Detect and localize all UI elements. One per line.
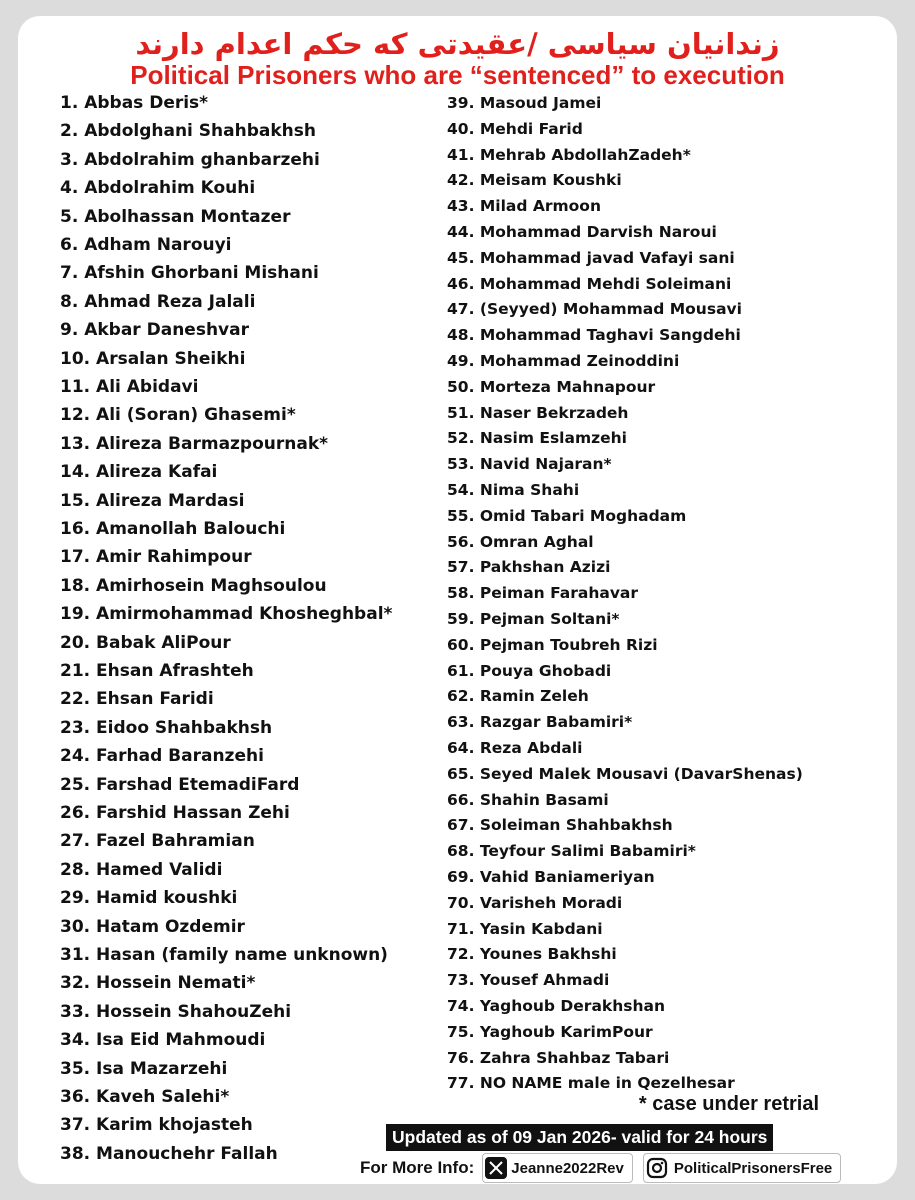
instagram-handle-link[interactable] — [643, 1153, 841, 1183]
prisoner-list-item: 13. Alireza Barmazpournak* — [60, 433, 329, 454]
prisoner-list-item: 63. Razgar Babamiri* — [447, 713, 633, 732]
prisoner-list-item: 18. Amirhosein Maghsoulou — [60, 575, 327, 596]
prisoner-list-item: 24. Farhad Baranzehi — [60, 746, 264, 767]
prisoner-list-item: 7. Afshin Ghorbani Mishani — [60, 263, 319, 284]
prisoner-list-item: 73. Yousef Ahmadi — [447, 971, 610, 990]
prisoner-list-item: 33. Hossein ShahouZehi — [60, 1001, 292, 1022]
prisoner-list-item: 54. Nima Shahi — [447, 481, 580, 499]
prisoner-list-item: 45. Mohammad javad Vafayi sani — [447, 248, 735, 267]
prisoner-list-item: 77. NO NAME male in Qezelhesar — [447, 1074, 735, 1093]
prisoner-list-item: 37. Karim khojasteh — [60, 1115, 253, 1136]
info-row — [360, 1154, 841, 1182]
updated-banner: Updated as of 09 Jan 2026- valid for 24 hours — [386, 1124, 773, 1151]
prisoner-list-item: 38. Manouchehr Fallah — [60, 1143, 278, 1164]
prisoner-list-item: 64. Reza Abdali — [447, 739, 583, 757]
prisoner-list-item: 49. Mohammad Zeinoddini — [447, 352, 680, 370]
prisoner-list-item: 41. Mehrab AbdollahZadeh* — [447, 145, 691, 164]
prisoner-list-item: 35. Isa Mazarzehi — [60, 1058, 228, 1079]
prisoner-list-item: 20. Babak AliPour — [60, 632, 231, 653]
prisoner-list-item: 59. Pejman Soltani* — [447, 610, 620, 628]
title-english: Political Prisoners who are “sentenced” to execution — [130, 60, 785, 90]
prisoner-list-item: 75. Yaghoub KarimPour — [447, 1022, 653, 1041]
prisoner-list-item: 26. Farshid Hassan Zehi — [60, 803, 290, 823]
prisoner-list-item: 68. Teyfour Salimi Babamiri* — [447, 842, 696, 861]
prisoner-list-item: 29. Hamid koushki — [60, 888, 238, 909]
prisoner-list-item: 61. Pouya Ghobadi — [447, 661, 612, 680]
prisoner-list-item: 46. Mohammad Mehdi Soleimani — [447, 274, 732, 293]
prisoner-list-item: 1. Abbas Deris* — [60, 93, 209, 113]
prisoner-list-item: 55. Omid Tabari Moghadam — [447, 506, 687, 525]
x-handle-link[interactable] — [482, 1153, 633, 1183]
prisoner-list-item: 51. Naser Bekrzadeh — [447, 403, 629, 422]
prisoner-list-item: 58. Peiman Farahavar — [447, 584, 639, 603]
prisoner-list-item: 74. Yaghoub Derakhshan — [447, 997, 665, 1015]
prisoner-list-item: 19. Amirmohammad Khosheghbal* — [60, 604, 393, 625]
prisoner-list-item: 72. Younes Bakhshi — [447, 945, 617, 964]
title-persian: زندانیان سیاسی /عقیدتی که حکم اعدام دارند — [135, 27, 780, 61]
info-label: For More Info: — [360, 1158, 475, 1177]
prisoner-list-item: 62. Ramin Zeleh — [447, 687, 589, 706]
prisoner-list-item: 11. Ali Abidavi — [60, 377, 199, 397]
prisoner-list-item: 60. Pejman Toubreh Rizi — [447, 635, 658, 654]
prisoner-list-item: 3. Abdolrahim ghanbarzehi — [60, 149, 320, 170]
prisoner-list-item: 15. Alireza Mardasi — [60, 490, 245, 511]
prisoner-list-item: 12. Ali (Soran) Ghasemi* — [60, 405, 296, 426]
prisoner-list-item: 10. Arsalan Sheikhi — [60, 348, 246, 369]
prisoner-list-item: 28. Hamed Validi — [60, 859, 223, 880]
prisoner-list-item: 30. Hatam Ozdemir — [60, 916, 245, 937]
prisoner-list-item: 56. Omran Aghal — [447, 532, 594, 551]
prisoner-list-item: 27. Fazel Bahramian — [60, 831, 255, 852]
prisoner-list-item: 14. Alireza Kafai — [60, 462, 218, 483]
prisoner-list-item: 36. Kaveh Salehi* — [60, 1087, 230, 1107]
prisoner-list-item: 5. Abolhassan Montazer — [60, 206, 291, 227]
prisoner-list-item: 47. (Seyyed) Mohammad Mousavi — [447, 300, 742, 319]
prisoner-list-item: 4. Abdolrahim Kouhi — [60, 178, 256, 199]
prisoner-list-item: 65. Seyed Malek Mousavi (DavarShenas) — [447, 764, 803, 783]
prisoner-list-item: 21. Ehsan Afrashteh — [60, 661, 254, 681]
prisoner-list-item: 67. Soleiman Shahbakhsh — [447, 816, 673, 835]
prisoner-list-item: 52. Nasim Eslamzehi — [447, 429, 627, 448]
prisoner-list-item: 69. Vahid Baniameriyan — [447, 868, 655, 886]
prisoner-list-item: 9. Akbar Daneshvar — [60, 320, 249, 341]
prisoner-list-item: 23. Eidoo Shahbakhsh — [60, 717, 273, 738]
prisoner-list-item: 39. Masoud Jamei — [447, 94, 602, 112]
prisoner-list-item: 34. Isa Eid Mahmoudi — [60, 1030, 266, 1051]
prisoner-list-item: 57. Pakhshan Azizi — [447, 558, 611, 577]
prisoner-list-item: 32. Hossein Nemati* — [60, 973, 256, 994]
prisoner-list-item: 43. Milad Armoon — [447, 197, 601, 216]
prisoner-list-item: 42. Meisam Koushki — [447, 171, 622, 190]
prisoner-list-item: 6. Adham Narouyi — [60, 235, 232, 255]
prisoner-list-item: 66. Shahin Basami — [447, 790, 609, 809]
prisoner-list-item: 40. Mehdi Farid — [447, 119, 583, 138]
prisoner-list-item: 71. Yasin Kabdani — [447, 919, 603, 938]
prisoner-list-item: 53. Navid Najaran* — [447, 455, 612, 474]
prisoner-list-item: 22. Ehsan Faridi — [60, 689, 214, 710]
prisoner-list-item: 50. Morteza Mahnapour — [447, 377, 656, 396]
prisoner-list-item: 2. Abdolghani Shahbakhsh — [60, 121, 316, 142]
prisoner-list-item: 8. Ahmad Reza Jalali — [60, 291, 256, 312]
instagram-handle-text: PoliticalPrisonersFree — [673, 1159, 833, 1177]
x-handle-text: Jeanne2022Rev — [511, 1159, 624, 1177]
prisoner-list-item: 31. Hasan (family name unknown) — [60, 945, 388, 965]
prisoner-list-item: 48. Mohammad Taghavi Sangdehi — [447, 326, 741, 345]
retrial-note: * case under retrial — [638, 1093, 819, 1115]
prisoner-list-item: 44. Mohammad Darvish Naroui — [447, 223, 717, 241]
prisoner-list-item: 76. Zahra Shahbaz Tabari — [447, 1048, 670, 1067]
instagram-icon — [646, 1157, 668, 1179]
prisoner-list-item: 25. Farshad EtemadiFard — [60, 774, 300, 795]
x-logo-icon — [485, 1157, 507, 1179]
prisoner-list-item: 70. Varisheh Moradi — [447, 893, 623, 912]
prisoner-list-item: 17. Amir Rahimpour — [60, 547, 252, 568]
prisoner-list-item: 16. Amanollah Balouchi — [60, 519, 286, 539]
